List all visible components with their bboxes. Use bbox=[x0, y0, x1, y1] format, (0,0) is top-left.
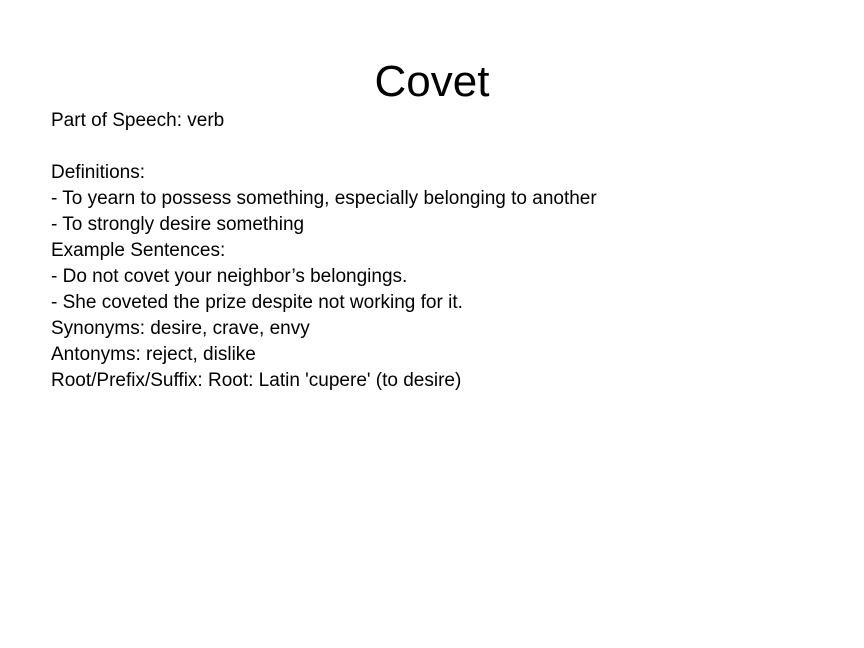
example-item: - Do not covet your neighbor’s belongings. bbox=[51, 266, 408, 287]
slide-body bbox=[51, 108, 831, 394]
definition-item: - To strongly desire something bbox=[51, 214, 305, 235]
synonyms: Synonyms: desire, crave, envy bbox=[51, 318, 310, 339]
definition-item: - To yearn to possess something, especially belonging to another bbox=[51, 188, 597, 209]
definitions-heading: Definitions: bbox=[51, 162, 145, 183]
antonyms: Antonyms: reject, dislike bbox=[51, 344, 256, 365]
part-of-speech: Part of Speech: verb bbox=[51, 110, 225, 131]
blank-line bbox=[51, 134, 831, 160]
examples-heading: Example Sentences: bbox=[51, 240, 226, 261]
root-prefix-suffix: Root/Prefix/Suffix: Root: Latin 'cupere' (to desire) bbox=[51, 370, 462, 391]
slide-title: Covet bbox=[374, 57, 490, 106]
example-item: - She coveted the prize despite not working for it. bbox=[51, 292, 463, 313]
